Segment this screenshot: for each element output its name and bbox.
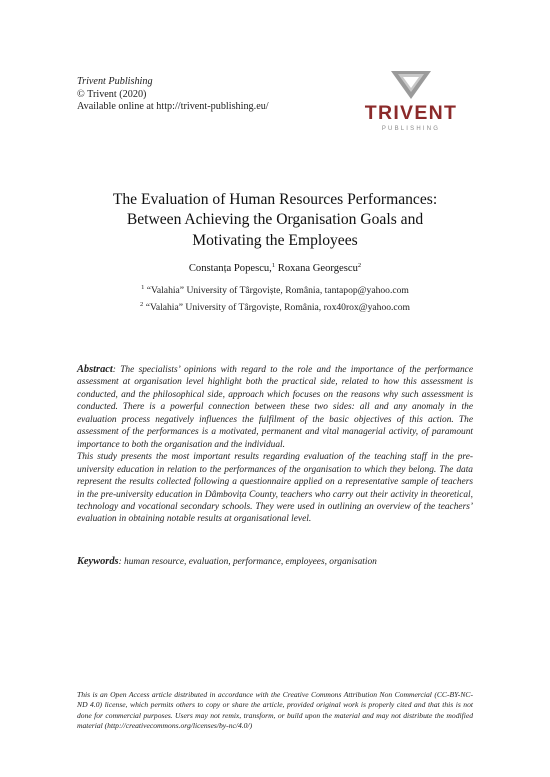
author-name: Roxana Georgescu: [277, 263, 358, 274]
affiliation-line: [60, 298, 490, 315]
keywords-text: : human resource, evaluation, performance, employees, organisation: [118, 557, 377, 567]
publisher-info: [77, 76, 269, 114]
logo-subtitle: PUBLISHING: [381, 126, 441, 132]
author-list: [60, 262, 490, 274]
author-affiliation-mark: 2: [357, 262, 362, 269]
triangle-logo-icon: [390, 70, 432, 100]
abstract-text: : The specialists’ opinions with regard to the role and the importance of the performance assessment at organisation level highlight both the practical side, related to how this assessment is conducted, and the philosophical side, approach which focuses on the reasons why such assessment is conducted. There is a powerful connection between these two sides: all and any anomaly in the evaluation process negatively influences the fulfilment of the basic objectives of this action. The assessment of the performances is a motivated, permanent and vital managerial activity, of paramount importance to both the organisation and the individual.: [77, 365, 473, 450]
affiliation-mark: 2: [140, 301, 144, 309]
author-name: Constanța Popescu,: [188, 263, 272, 274]
abstract: [77, 364, 473, 526]
abstract-paragraph: [77, 364, 473, 451]
license-notice: This is an Open Access article distributed in accordance with the Creative Commons Attribution Non Commercial (CC-BY-NC-ND 4.0) license, which permits others to copy or share the article, provided original work is properly cited and that this is not done for commercial purposes. Users may not remix, transform, or build upon the material and may not distribute the modified material (http://creativecommons.org/licenses/by-nc/4.0/): [77, 690, 473, 731]
availability-line: Available online at http://trivent-publishing.eu/: [77, 101, 269, 113]
article-title: [60, 190, 490, 251]
author-affiliation-mark: 1: [271, 262, 276, 269]
logo-brand-text: TRIVENT: [364, 102, 458, 124]
trivent-logo: [352, 70, 470, 140]
abstract-paragraph: This study presents the most important results regarding evaluation of the teaching staff in the pre-university education in relation to the performances of the organisation to which they belong. The data represent the results collected following a questionnaire applied on a representative sample of teachers in the pre-university education in Dâmbovița County, teachers who carry out their activity in theoretical, technology and vocational secondary schools. They were used in outlining an overview of the teachers’ evaluation in obtaining notable results at organisational level.: [77, 452, 473, 525]
title-line: Between Achieving the Organisation Goals and: [126, 211, 424, 229]
affiliation-text: “Valahia” University of Târgoviște, România, rox40rox@yahoo.com: [145, 302, 410, 314]
copyright-line: © Trivent (2020): [77, 88, 147, 100]
title-line: The Evaluation of Human Resources Performances:: [112, 191, 438, 208]
abstract-label: Abstract: [77, 364, 113, 375]
title-line: Motivating the Employees: [192, 231, 358, 249]
keywords-label: Keywords: [77, 556, 119, 567]
affiliation-text: “Valahia” University of Târgoviște, România, tantapop@yahoo.com: [146, 285, 409, 296]
affiliation-line: [60, 281, 490, 298]
publisher-name: Trivent Publishing: [77, 76, 153, 87]
affiliation-mark: 1: [141, 284, 145, 291]
affiliations: [60, 281, 490, 315]
keywords: [77, 556, 473, 567]
